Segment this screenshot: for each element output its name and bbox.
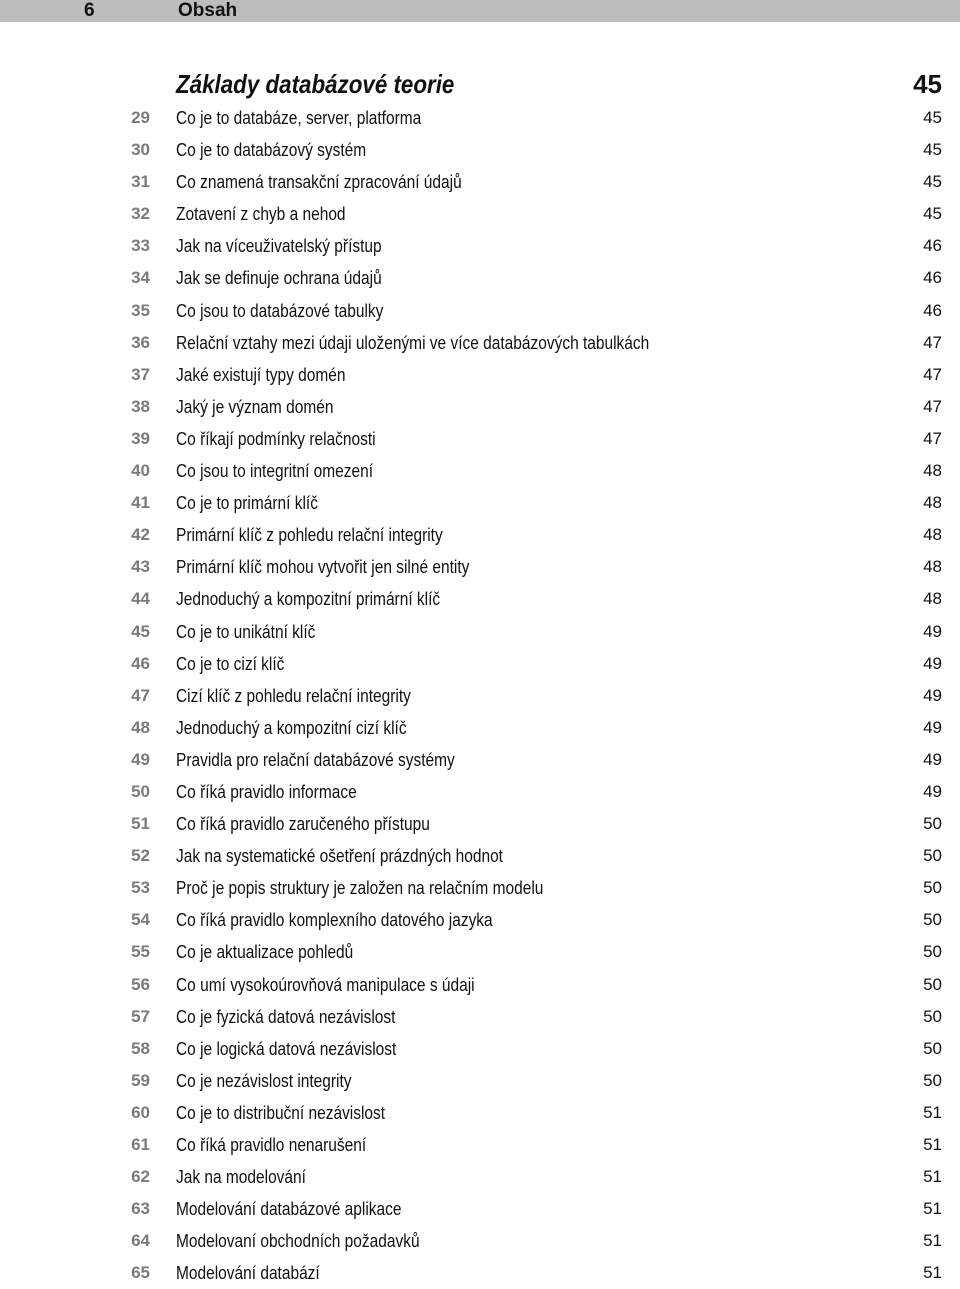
toc-entry-page: 49 (923, 685, 942, 705)
toc-entry-title: Jak na víceuživatelský přístup (176, 236, 382, 257)
toc-entry-title: Co říkají podmínky relačnosti (176, 428, 376, 449)
toc-entry (0, 776, 960, 808)
toc-entry-title: Jak se definuje ochrana údajů (176, 268, 382, 289)
toc-entry (0, 551, 960, 583)
toc-entry (0, 648, 960, 680)
running-header (0, 0, 960, 22)
toc-entry-title: Proč je popis struktury je založen na relačním modelu (176, 878, 544, 899)
toc-entry (0, 840, 960, 872)
toc-entry-title: Co říká pravidlo informace (176, 781, 357, 802)
toc-entry-page: 46 (923, 268, 942, 288)
toc-entry (0, 744, 960, 776)
toc-entry (0, 359, 960, 391)
toc-entry-page: 50 (923, 942, 942, 962)
toc-entry-number: 44 (131, 589, 150, 609)
toc-entry (0, 487, 960, 519)
toc-entry-number: 34 (131, 268, 150, 288)
toc-entry-page: 50 (923, 974, 942, 994)
toc-entry-title: Co je to cizí klíč (176, 653, 285, 674)
toc-entry-title: Modelovaní obchodních požadavků (176, 1231, 420, 1252)
section-heading (0, 66, 960, 102)
toc-entry-title: Cizí klíč z pohledu relační integrity (176, 685, 411, 706)
toc-entry-title: Modelování databázové aplikace (176, 1199, 402, 1220)
toc-entry-number: 41 (131, 493, 150, 513)
toc-entry (0, 230, 960, 262)
toc-entry-title: Co je to distribuční nezávislost (176, 1102, 386, 1123)
toc-entry-page: 48 (923, 461, 942, 481)
toc-entry (0, 904, 960, 936)
toc-entry-page: 50 (923, 910, 942, 930)
toc-entry-page: 48 (923, 557, 942, 577)
toc-entry-number: 35 (131, 300, 150, 320)
toc-entry-title: Co je to databáze, server, platforma (176, 108, 422, 128)
toc-entry-number: 30 (131, 140, 150, 160)
toc-entry-title: Jak na modelování (176, 1167, 306, 1188)
toc-entry-title: Co je to primární klíč (176, 493, 318, 514)
toc-entry-page: 46 (923, 236, 942, 256)
page-number: 6 (84, 0, 95, 21)
toc-entry-title: Co je logická datová nezávislost (176, 1038, 397, 1059)
toc-entry-number: 53 (131, 878, 150, 898)
toc-entry-page: 51 (923, 1199, 942, 1219)
toc-entry (0, 969, 960, 1001)
toc-entry-page: 51 (923, 1135, 942, 1154)
toc-entry (0, 423, 960, 455)
toc-entry-title: Co je nezávislost integrity (176, 1070, 352, 1091)
toc-entry-number: 31 (131, 172, 150, 192)
toc-entry (0, 134, 960, 166)
toc-entry-page: 48 (923, 493, 942, 513)
toc-entry-page: 47 (923, 364, 942, 384)
toc-entry-title: Co jsou to databázové tabulky (176, 300, 384, 321)
toc-entry (0, 327, 960, 359)
toc-entry-title: Jednoduchý a kompozitní primární klíč (176, 589, 441, 610)
toc-entry (0, 1129, 960, 1161)
toc-entry-title: Co je to unikátní klíč (176, 621, 316, 642)
toc-entry (0, 808, 960, 840)
toc-list (0, 102, 960, 1289)
toc-entry-page: 48 (923, 589, 942, 609)
toc-entry-title: Co jsou to integritní omezení (176, 461, 374, 482)
toc-entry-title: Co je fyzická datová nezávislost (176, 1006, 396, 1027)
toc-entry-page: 46 (923, 300, 942, 320)
toc-entry-title: Co říká pravidlo komplexního datového jazyka (176, 910, 493, 931)
toc-entry (0, 1097, 960, 1129)
toc-entry-number: 38 (131, 396, 150, 416)
toc-entry (0, 1161, 960, 1193)
toc-entry-number: 36 (131, 332, 150, 352)
toc-entry-number: 59 (131, 1070, 150, 1090)
toc-entry (0, 1225, 960, 1257)
toc-entry (0, 1065, 960, 1097)
toc-entry-number: 50 (131, 781, 150, 801)
toc-entry-page: 47 (923, 396, 942, 416)
toc-entry-page: 49 (923, 653, 942, 673)
toc-entry-number: 49 (131, 749, 150, 769)
toc-entry-number: 60 (131, 1102, 150, 1122)
toc-entry-page: 50 (923, 814, 942, 834)
toc-entry-page: 45 (923, 204, 942, 224)
toc-entry-number: 64 (131, 1231, 150, 1251)
toc-entry-title: Pravidla pro relační databázové systémy (176, 749, 455, 770)
toc-entry-number: 63 (131, 1199, 150, 1219)
toc-entry (0, 583, 960, 615)
toc-entry-page: 49 (923, 781, 942, 801)
toc-entry-title: Co je to databázový systém (176, 140, 367, 161)
toc-entry-number: 65 (131, 1263, 150, 1283)
toc-entry-page: 51 (923, 1263, 942, 1283)
toc-entry-title: Co znamená transakční zpracování údajů (176, 172, 462, 193)
toc-entry-number: 32 (131, 204, 150, 224)
toc-entry-title: Zotavení z chyb a nehod (176, 204, 346, 225)
toc-entry-page: 47 (923, 428, 942, 448)
toc-entry (0, 391, 960, 423)
toc-entry (0, 519, 960, 551)
toc-entry (0, 455, 960, 487)
toc-entry-title: Co říká pravidlo zaručeného přístupu (176, 814, 430, 835)
toc-entry (0, 872, 960, 904)
toc-entry-number: 46 (131, 653, 150, 673)
toc-entry-page: 50 (923, 1070, 942, 1090)
toc-entry-number: 62 (131, 1167, 150, 1187)
toc-entry-number: 56 (131, 974, 150, 994)
toc-entry-number: 51 (131, 814, 150, 834)
toc-entry (0, 616, 960, 648)
toc-entry-number: 55 (131, 942, 150, 962)
running-title: Obsah (178, 0, 238, 21)
toc-entry-title: Primární klíč mohou vytvořit jen silné entity (176, 557, 470, 578)
toc-entry (0, 1193, 960, 1225)
toc-entry-number: 37 (131, 364, 150, 384)
section-page-number: 45 (913, 69, 942, 99)
toc-entry (0, 680, 960, 712)
toc-entry (0, 712, 960, 744)
toc-entry-number: 45 (131, 621, 150, 641)
toc-entry-page: 51 (923, 1102, 942, 1122)
toc-entry-title: Relační vztahy mezi údaji uloženými ve více databázových tabulkách (176, 332, 650, 353)
toc-entry-title: Jaké existují typy domén (176, 364, 346, 385)
toc-entry-number: 61 (131, 1135, 150, 1154)
toc-entry-number: 48 (131, 717, 150, 737)
toc-entry (0, 198, 960, 230)
toc-entry-number: 40 (131, 461, 150, 481)
toc-entry (0, 1001, 960, 1033)
toc-entry-page: 50 (923, 878, 942, 898)
toc-entry-number: 43 (131, 557, 150, 577)
toc-entry-number: 39 (131, 428, 150, 448)
toc-entry-number: 57 (131, 1006, 150, 1026)
toc-entry-page: 45 (923, 140, 942, 160)
toc-entry (0, 102, 960, 134)
toc-entry-page: 51 (923, 1167, 942, 1187)
toc-entry-number: 52 (131, 846, 150, 866)
toc-entry-page: 48 (923, 525, 942, 545)
toc-entry (0, 1033, 960, 1065)
toc-entry-number: 33 (131, 236, 150, 256)
toc-entry-page: 45 (923, 108, 942, 127)
toc-entry (0, 936, 960, 968)
toc-entry-number: 29 (131, 108, 150, 127)
toc-entry (0, 295, 960, 327)
toc-entry (0, 1257, 960, 1289)
toc-entry-page: 47 (923, 332, 942, 352)
toc-entry-page: 50 (923, 846, 942, 866)
toc-entry-title: Jednoduchý a kompozitní cizí klíč (176, 717, 407, 738)
toc-entry-title: Primární klíč z pohledu relační integrity (176, 525, 443, 546)
toc-entry (0, 262, 960, 294)
toc-entry-page: 50 (923, 1006, 942, 1026)
toc-entry-number: 58 (131, 1038, 150, 1058)
toc-entry-page: 50 (923, 1038, 942, 1058)
toc-entry-title: Co říká pravidlo nenarušení (176, 1135, 367, 1155)
toc-entry-title: Co je aktualizace pohledů (176, 942, 354, 963)
section-title: Základy databázové teorie (176, 69, 455, 99)
toc-entry-number: 42 (131, 525, 150, 545)
toc-entry-page: 49 (923, 621, 942, 641)
toc-entry-page: 49 (923, 749, 942, 769)
toc-entry-number: 47 (131, 685, 150, 705)
toc-entry (0, 166, 960, 198)
toc-entry-title: Co umí vysokoúrovňová manipulace s údaji (176, 974, 475, 995)
toc-entry-page: 49 (923, 717, 942, 737)
toc-entry-title: Modelování databází (176, 1263, 320, 1284)
toc-entry-title: Jaký je význam domén (176, 396, 334, 417)
toc-entry-title: Jak na systematické ošetření prázdných hodnot (176, 846, 503, 867)
toc-entry-page: 51 (923, 1231, 942, 1251)
toc-entry-page: 45 (923, 172, 942, 192)
toc-entry-number: 54 (131, 910, 150, 930)
